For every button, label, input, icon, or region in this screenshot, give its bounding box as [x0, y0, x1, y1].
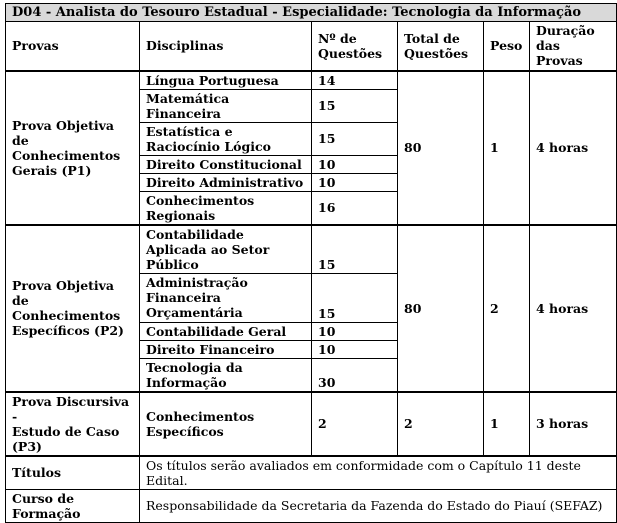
- table-row: [6, 392, 617, 456]
- table-row: [6, 225, 617, 274]
- p1-q-1: 15: [312, 89, 398, 122]
- p2-duracao: 4 horas: [530, 225, 617, 392]
- titulos-text: Os títulos serão avaliados em conformidade com o Capítulo 11 deste Edital.: [140, 456, 617, 490]
- p2-q-2: 10: [312, 322, 398, 340]
- table-row: [6, 456, 617, 490]
- p1-disc-5: Conhecimentos Regionais: [140, 191, 312, 225]
- header-duracao: Duração das Provas: [530, 22, 617, 71]
- header-peso: Peso: [484, 22, 530, 71]
- exam-table-container: [5, 3, 617, 523]
- p1-q-0: 14: [312, 71, 398, 90]
- p1-disc-0: Língua Portuguesa: [140, 71, 312, 90]
- p3-disciplina: Conhecimentos Específicos: [140, 392, 312, 456]
- p1-q-3: 10: [312, 155, 398, 173]
- p2-prova: Prova Objetiva de Conhecimentos Específicos (P2): [6, 225, 140, 392]
- p1-total: 80: [398, 71, 484, 225]
- table-row: [6, 489, 617, 522]
- p1-peso: 1: [484, 71, 530, 225]
- table-row: [6, 71, 617, 90]
- header-provas: Provas: [6, 22, 140, 71]
- p2-q-1: 15: [312, 273, 398, 322]
- header-disciplinas: Disciplinas: [140, 22, 312, 71]
- p1-disc-1: Matemática Financeira: [140, 89, 312, 122]
- p2-disc-4: Tecnologia da Informação: [140, 358, 312, 392]
- p1-q-2: 15: [312, 122, 398, 155]
- exam-table: [5, 3, 617, 523]
- p2-q-4: 30: [312, 358, 398, 392]
- p2-disc-3: Direito Financeiro: [140, 340, 312, 358]
- header-total-questoes: Total de Questões: [398, 22, 484, 71]
- p2-total: 80: [398, 225, 484, 392]
- p2-disc-1: Administração Financeira Orçamentária: [140, 273, 312, 322]
- p1-disc-2: Estatística e Raciocínio Lógico: [140, 122, 312, 155]
- p3-prova: [6, 392, 140, 456]
- p1-duracao: 4 horas: [530, 71, 617, 225]
- title-row: [6, 4, 617, 22]
- p3-prova-line3: Estudo de Caso: [12, 423, 120, 439]
- p3-total: 2: [398, 392, 484, 456]
- titulos-label: Títulos: [6, 456, 140, 490]
- p3-duracao: 3 horas: [530, 392, 617, 456]
- p3-peso: 1: [484, 392, 530, 456]
- p3-prova-line4: (P3): [12, 438, 42, 454]
- header-num-questoes: Nº de Questões: [312, 22, 398, 71]
- table-title: D04 - Analista do Tesouro Estadual - Especialidade: Tecnologia da Informação: [6, 4, 617, 22]
- p1-q-5: 16: [312, 191, 398, 225]
- p3-questoes: 2: [312, 392, 398, 456]
- curso-text: Responsabilidade da Secretaria da Fazenda do Estado do Piauí (SEFAZ): [140, 489, 617, 522]
- curso-label: Curso de Formação: [6, 489, 140, 522]
- p2-peso: 2: [484, 225, 530, 392]
- header-row: [6, 22, 617, 71]
- p2-disc-0: Contabilidade Aplicada ao Setor Público: [140, 225, 312, 274]
- p1-prova: Prova Objetiva de Conhecimentos Gerais (P1): [6, 71, 140, 225]
- p3-prova-line1: Prova Discursiva: [12, 393, 130, 409]
- p1-disc-3: Direito Constitucional: [140, 155, 312, 173]
- p2-q-3: 10: [312, 340, 398, 358]
- p1-disc-4: Direito Administrativo: [140, 173, 312, 191]
- p3-prova-line2: -: [12, 408, 18, 424]
- p2-disc-2: Contabilidade Geral: [140, 322, 312, 340]
- p2-q-0: 15: [312, 225, 398, 274]
- p1-q-4: 10: [312, 173, 398, 191]
